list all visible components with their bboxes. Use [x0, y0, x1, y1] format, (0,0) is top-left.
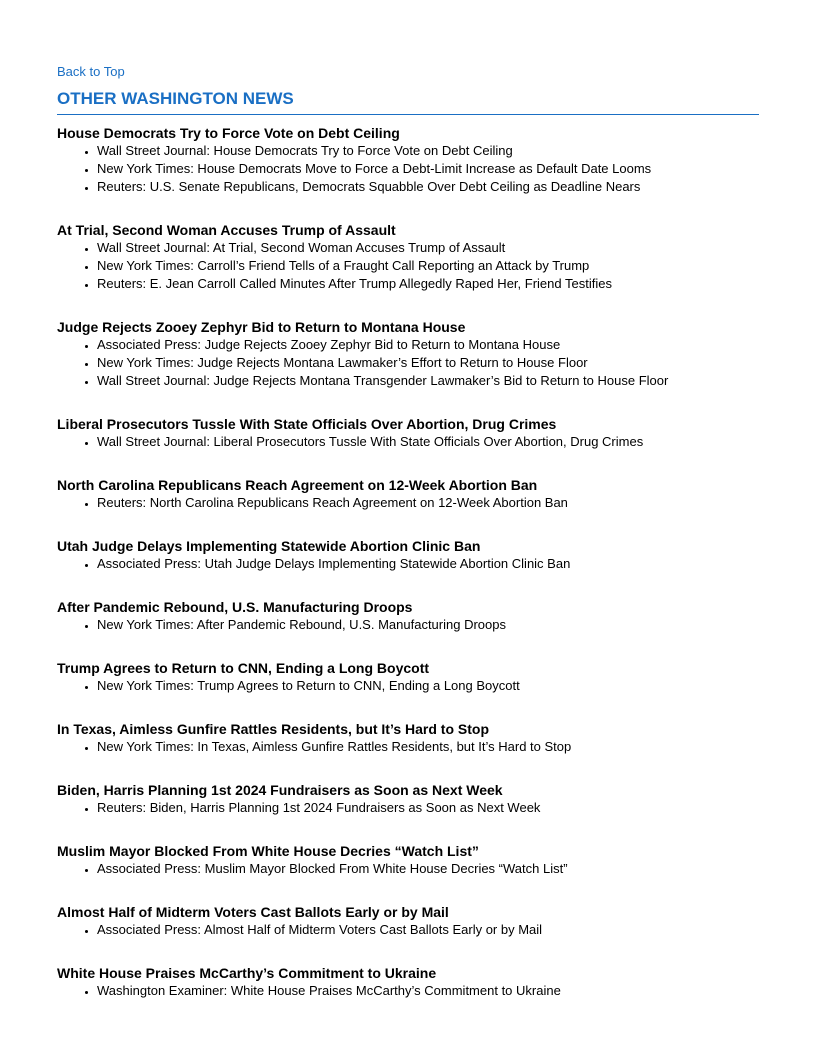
source-link[interactable]: • New York Times: Trump Agrees to Return to CNN, Ending a Long Boycott [97, 677, 759, 695]
story-headline: Muslim Mayor Blocked From White House Decries “Watch List” [57, 843, 479, 859]
news-story [57, 124, 759, 221]
story-headline: Trump Agrees to Return to CNN, Ending a Long Boycott [57, 660, 430, 676]
news-story [57, 318, 759, 415]
source-link-list [57, 860, 759, 878]
story-headline: North Carolina Republicans Reach Agreement on 12-Week Abortion Ban [57, 477, 538, 493]
source-link[interactable]: • Reuters: E. Jean Carroll Called Minutes After Trump Allegedly Raped Her, Friend Testifies [97, 275, 759, 293]
source-link[interactable]: • Associated Press: Muslim Mayor Blocked From White House Decries “Watch List” [97, 860, 759, 878]
source-link[interactable]: • Wall Street Journal: Liberal Prosecutors Tussle With State Officials Over Abortion, Drug Crimes [97, 433, 759, 451]
source-link-list [57, 433, 759, 451]
story-headline: House Democrats Try to Force Vote on Debt Ceiling [57, 125, 400, 141]
source-link[interactable]: • Wall Street Journal: Judge Rejects Montana Transgender Lawmaker’s Bid to Return to House Floor [97, 372, 759, 390]
story-list [57, 124, 759, 1025]
news-story [57, 781, 759, 842]
source-link[interactable]: • Reuters: U.S. Senate Republicans, Democrats Squabble Over Debt Ceiling as Deadline Nears [97, 178, 759, 196]
source-link[interactable]: • Wall Street Journal: At Trial, Second Woman Accuses Trump of Assault [97, 239, 759, 257]
source-link[interactable]: • Reuters: Biden, Harris Planning 1st 2024 Fundraisers as Soon as Next Week [97, 799, 759, 817]
source-link-list [57, 982, 759, 1000]
source-link[interactable]: • Associated Press: Judge Rejects Zooey Zephyr Bid to Return to Montana House [97, 336, 759, 354]
story-headline: After Pandemic Rebound, U.S. Manufacturing Droops [57, 599, 413, 615]
source-link-list [57, 239, 759, 293]
source-link-list [57, 738, 759, 756]
section-title: OTHER WASHINGTON NEWS [57, 88, 759, 115]
back-to-top-link[interactable]: Back to Top [57, 64, 125, 79]
story-headline: White House Praises McCarthy’s Commitment to Ukraine [57, 965, 437, 981]
story-headline: Liberal Prosecutors Tussle With State Officials Over Abortion, Drug Crimes [57, 416, 557, 432]
source-link[interactable]: • New York Times: After Pandemic Rebound, U.S. Manufacturing Droops [97, 616, 759, 634]
source-link[interactable]: • Washington Examiner: White House Praises McCarthy’s Commitment to Ukraine [97, 982, 759, 1000]
story-headline: Almost Half of Midterm Voters Cast Ballots Early or by Mail [57, 904, 449, 920]
news-story [57, 415, 759, 476]
news-story [57, 476, 759, 537]
news-story [57, 659, 759, 720]
news-story [57, 903, 759, 964]
source-link-list [57, 142, 759, 196]
source-link[interactable]: • New York Times: Judge Rejects Montana Lawmaker’s Effort to Return to House Floor [97, 354, 759, 372]
source-link-list [57, 616, 759, 634]
source-link-list [57, 555, 759, 573]
story-headline: In Texas, Aimless Gunfire Rattles Residents, but It’s Hard to Stop [57, 721, 490, 737]
news-story [57, 842, 759, 903]
source-link-list [57, 921, 759, 939]
news-story [57, 221, 759, 318]
source-link[interactable]: • Associated Press: Almost Half of Midterm Voters Cast Ballots Early or by Mail [97, 921, 759, 939]
news-story [57, 537, 759, 598]
source-link-list [57, 677, 759, 695]
source-link-list [57, 336, 759, 390]
news-story [57, 720, 759, 781]
news-story [57, 598, 759, 659]
news-story [57, 964, 759, 1025]
source-link[interactable]: • New York Times: House Democrats Move to Force a Debt-Limit Increase as Default Date Looms [97, 160, 759, 178]
story-headline: Biden, Harris Planning 1st 2024 Fundraisers as Soon as Next Week [57, 782, 503, 798]
source-link[interactable]: • New York Times: Carroll’s Friend Tells of a Fraught Call Reporting an Attack by Trump [97, 257, 759, 275]
source-link[interactable]: • New York Times: In Texas, Aimless Gunfire Rattles Residents, but It’s Hard to Stop [97, 738, 759, 756]
story-headline: At Trial, Second Woman Accuses Trump of Assault [57, 222, 396, 238]
source-link[interactable]: • Associated Press: Utah Judge Delays Implementing Statewide Abortion Clinic Ban [97, 555, 759, 573]
source-link[interactable]: • Wall Street Journal: House Democrats Try to Force Vote on Debt Ceiling [97, 142, 759, 160]
source-link[interactable]: • Reuters: North Carolina Republicans Reach Agreement on 12-Week Abortion Ban [97, 494, 759, 512]
story-headline: Utah Judge Delays Implementing Statewide Abortion Clinic Ban [57, 538, 481, 554]
source-link-list [57, 494, 759, 512]
story-headline: Judge Rejects Zooey Zephyr Bid to Return to Montana House [57, 319, 466, 335]
source-link-list [57, 799, 759, 817]
